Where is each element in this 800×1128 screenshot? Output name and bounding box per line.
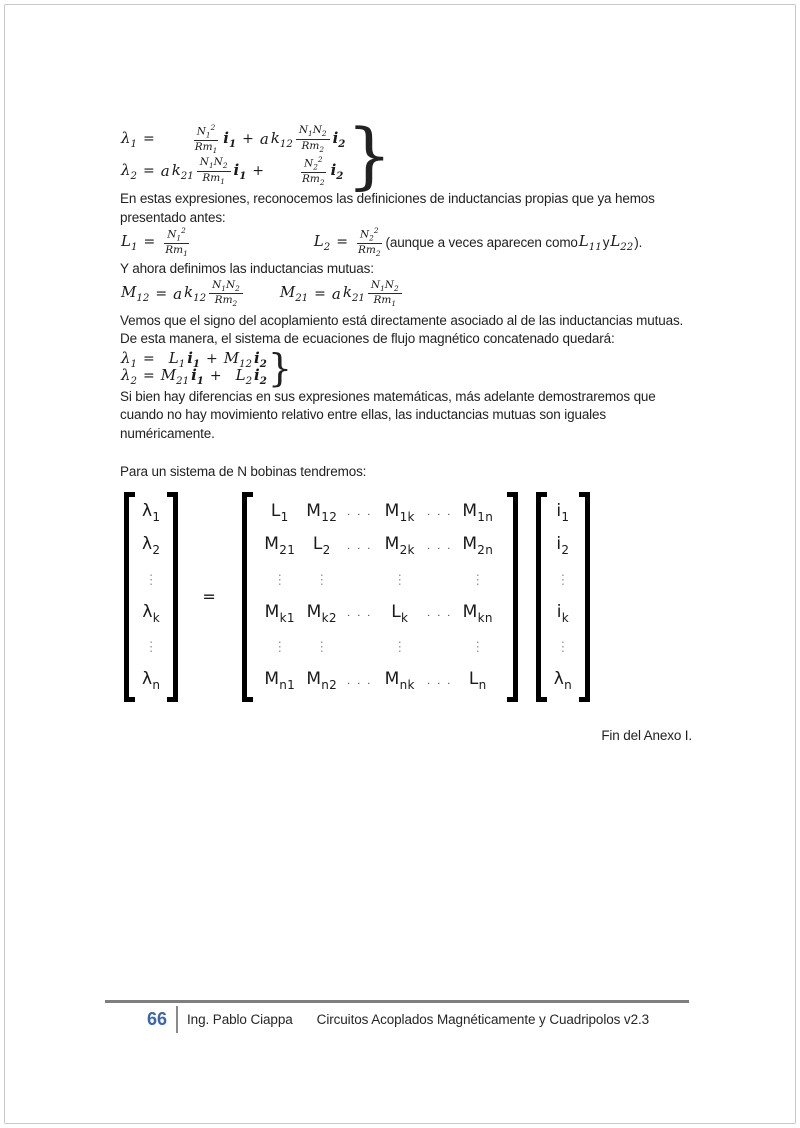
left-bracket [124,492,135,702]
right-brace: } [346,113,393,197]
page-content [120,113,692,756]
paragraph-numeric-equality: Si bien hay diferencias en sus expresiones matemáticas, más adelante demostraremos que cuando no hay movimiento relativo entre ellas, las inductancias mutuas son iguales numéricamente. [120,388,656,441]
flux-equations-reluctance [120,113,393,197]
left-bracket [536,492,547,702]
document-page [4,4,796,1124]
flux-system-compact [120,345,293,390]
matrix-equation-figure [124,492,692,702]
equation-lambda2-compact: $\lambda_2$ = $M_{21}$ $i_1$ + $L_2$ $i_2$ [121,365,267,387]
equals-sign: = [202,587,216,606]
page-footer [105,1000,689,1033]
footer-rule [105,1000,689,1003]
self-inductance-definitions: $L_1$ = $\frac{N_1^2}{Rm_1}$ $L_2$ = $\frac{N_2^2}{Rm_2}$ (aunque a veces aparecen como $L_{11}$ y $L_{22}$ ). [121,226,643,258]
equation-lambda2-full: $\lambda_2$ = a $k_{21}$ $\frac{N_1N_2}{Rm_1}$ $i_1$ + $\frac{N_2^2}{Rm_2}$ $i_2$ [121,155,344,187]
footer-author: Ing. Pablo Ciappa [187,1012,293,1027]
current-vector: $i_1$ $i_2$ ⋮ $i_k$ ⋮ $\lambda_n$ [536,492,590,702]
right-bracket [167,492,178,702]
inductance-matrix: $L_1$ $M_{12}$ . . . $M_{1k}$ . . . $M_{1n}$ $M_{21}$ $L_2$ . . . $M_{2k}$ . . . $M_{2n}$ ⋮ ⋮ ⋮ ⋮ $M_{k1}$ $M_{k2}$ . . . $L_k$ . . . $M_{kn}$ ⋮ ⋮ ⋮ ⋮ $M_{n1}$ $M_{n2}$ . . . $M_{nk}$ . . . $L_n$ [242,492,518,702]
equation-lambda1-full: $\lambda_1$ = $\frac{N_1^2}{Rm_1}$ $i_1$ + a $k_{12}$ $\frac{N_1N_2}{Rm_2}$ $i_2$ [121,123,346,155]
paragraph-coupling-sign: Vemos que el signo del acoplamiento está directamente asociado al de las inductancias mutuas. De esta manera, el sistema de ecuaciones de flujo magnético concatenado quedará: [120,312,684,346]
paragraph-n-coils: Para un sistema de N bobinas tendremos: [120,464,367,479]
paragraph-self-inductance-intro: En estas expresiones, reconocemos las definiciones de inductancias propias que ya hemos presentado antes: [120,191,655,225]
lambda-vector: $\lambda_1$ $\lambda_2$ ⋮ $\lambda_k$ ⋮ $\lambda_n$ [124,492,178,702]
right-bracket [579,492,590,702]
paragraph-mutual-intro: Y ahora definimos las inductancias mutuas: [120,261,374,276]
footer-divider [176,1006,178,1033]
page-number: 66 [147,1009,168,1029]
left-bracket [242,492,253,702]
equation-lambda1-compact: $\lambda_1$ = $L_1$ $i_1$ + $M_{12}$ $i_2$ [121,348,267,370]
footer-doc-title: Circuitos Acoplados Magnéticamente y Cuadripolos v2.3 [316,1012,650,1027]
mutual-inductance-definitions: $M_{12}$ = a $k_{12}$ $\frac{N_1N_2}{Rm_2}$ $M_{21}$ = a $k_{21}$ $\frac{N_1N_2}{Rm_1}$ [120,279,692,309]
right-bracket [507,492,518,702]
right-brace: } [267,345,293,390]
annex-end-label: Fin del Anexo I. [601,727,692,743]
